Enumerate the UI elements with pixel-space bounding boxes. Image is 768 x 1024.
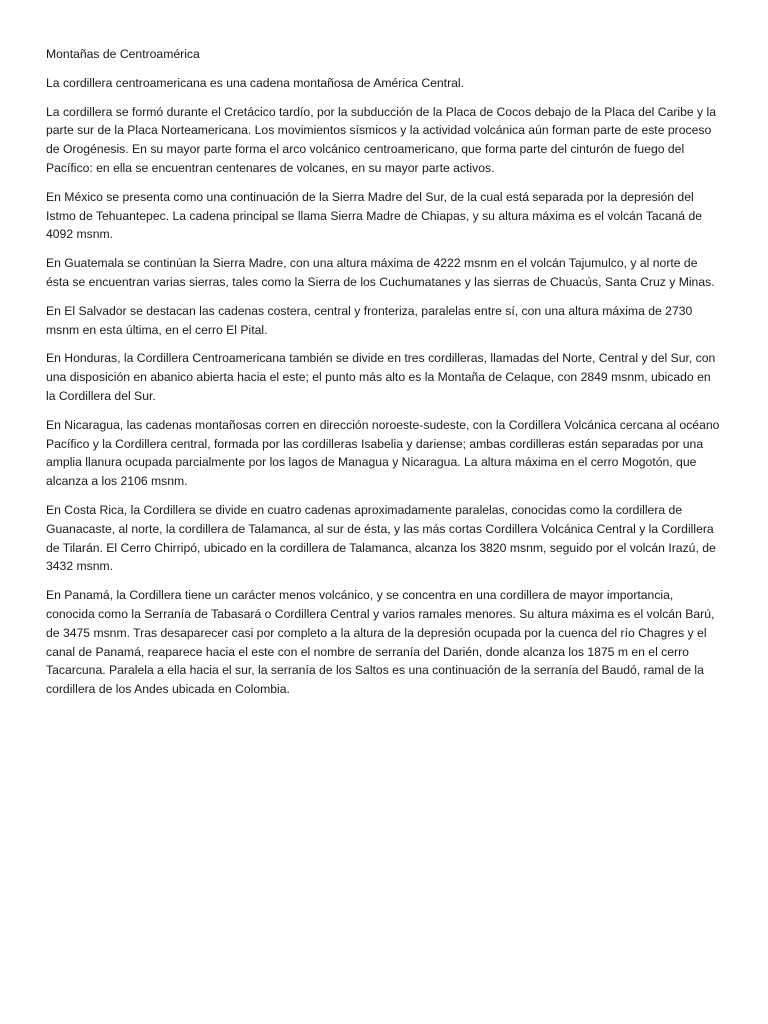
paragraph-nicaragua: En Nicaragua, las cadenas montañosas corren en dirección noroeste-sudeste, con la Cordillera Volcánica cercana al océano Pacífico y la Cordillera central, formada por las cordilleras Isabelia y dariense; ambas cordilleras están separadas por una amplia llanura ocupada parcialmente por los lagos de Managua y Nicaragua. La altura máxima en el cerro Mogotón, que alcanza a los 2106 msnm. [46,417,720,489]
paragraph-honduras: En Honduras, la Cordillera Centroamericana también se divide en tres cordilleras, llamadas del Norte, Central y del Sur, con una disposición en abanico abierta hacia el este; el punto más alto es la Montaña de Celaque, con 2849 msnm, ubicado en la Cordillera del Sur. [46,351,716,403]
paragraph-formation: La cordillera se formó durante el Cretácico tardío, por la subducción de la Placa de Cocos debajo de la Placa del Caribe y la parte sur de la Placa Norteamericana. Los movimientos sísmicos y la actividad volcánica aún forman parte de este proceso de Orogénesis. En su mayor parte forma el arco volcánico centroamericano, que forma parte del cinturón de fuego del Pacífico: en ella se encuentran centenares de volcanes, en su mayor parte activos. [46,104,717,175]
paragraph-mexico: En México se presenta como una continuación de la Sierra Madre del Sur, de la cual está separada por la depresión del Istmo de Tehuantepec. La cadena principal se llama Sierra Madre de Chiapas, y su altura máxima es el volcán Tacaná de 4092 msnm. [46,189,703,242]
document-title: Montañas de Centroamérica [46,47,200,61]
document-page [46,45,722,709]
paragraph-costa-rica: En Costa Rica, la Cordillera se divide en cuatro cadenas aproximadamente paralelas, conocidas como la cordillera de Guanacaste, al norte, la cordillera de Talamanca, al sur de ésta, y las más cortas Cordillera Volcánica Central y la Cordillera de Tilarán. El Cerro Chirripó, ubicado en la cordillera de Talamanca, alcanza los 3820 msnm, seguido por el volcán Irazú, de 3432 msnm. [46,502,716,574]
paragraph-el-salvador: En El Salvador se destacan las cadenas costera, central y fronteriza, paralelas entre sí, con una altura máxima de 2730 msnm en esta última, en el cerro El Pital. [46,303,693,337]
paragraph-panama: En Panamá, la Cordillera tiene un carácter menos volcánico, y se concentra en una cordillera de mayor importancia, conocida como la Serranía de Tabasará o Cordillera Central y varios ramales menores. Su altura máxima es el volcán Barú, de 3475 msnm. Tras desaparecer casi por completo a la altura de la depresión ocupada por la cuenca del río Chagres y el canal de Panamá, reaparece hacia el este con el nombre de serranía del Darién, donde alcanza los 1875 m en el cerro Tacarcuna. Paralela a ella hacia el sur, la serranía de los Saltos es una continuación de la serranía del Baudó, ramal de la cordillera de los Andes ubicada en Colombia. [46,588,715,697]
paragraph-guatemala: En Guatemala se continúan la Sierra Madre, con una altura máxima de 4222 msnm en el volcán Tajumulco, y al norte de ésta se encuentran varias sierras, tales como la Sierra de los Cuchumatanes y las sierras de Chuacús, Santa Cruz y Minas. [46,256,715,289]
paragraph-intro: La cordillera centroamericana es una cadena montañosa de América Central. [46,75,464,90]
